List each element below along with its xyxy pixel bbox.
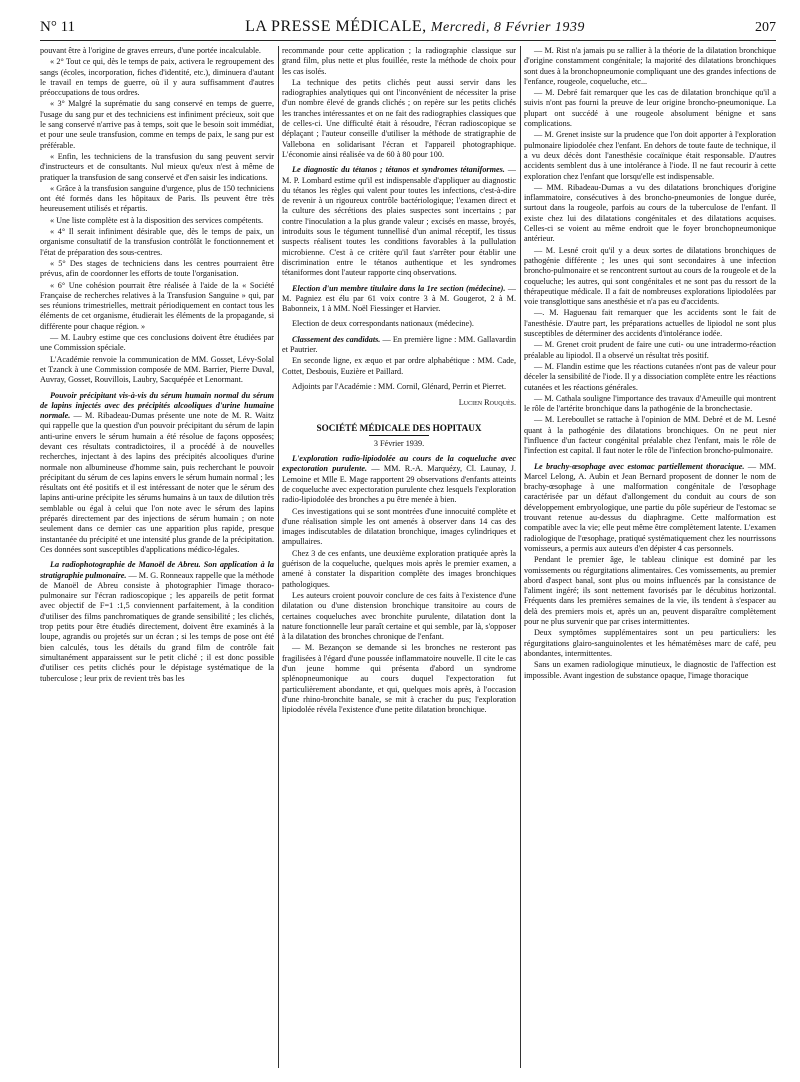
page-number: 207	[754, 20, 776, 35]
column-left	[40, 46, 274, 1068]
subsection-title: Classement des candidats.	[292, 334, 381, 344]
section-rule	[369, 435, 429, 436]
paragraph: L'Académie renvoie la communication de MM. Gosset, Lévy-Solal et Tzanck à une Commission composée de MM. Barrier, Pierre Duval, Auvray, Gosset, Rouvillois, Laubry, Sacquépée et Lenormant.	[40, 354, 274, 385]
subsection-paragraph: Election de deux correspondants nationaux (médecine).	[292, 319, 474, 329]
paragraph: « Une liste complète est à la disposition des services compétents.	[50, 215, 264, 225]
paragraph: « 5° Des stages de techniciens dans les centres pourraient être prévus, afin de coordonner les efforts de toute l'organisation.	[40, 258, 274, 279]
subsection-paragraph: Election d'un membre titulaire dans la 1re section (médecine). — M. Pagniez est élu par 61 voix contre 3 à M. Gougerot, 2 à M. Babonneix, 1 à MM. Noël Fiessinger et Harvier.	[282, 283, 516, 314]
paragraph: — MM. Ribadeau-Dumas a vu des dilatations bronchiques d'origine inflammatoire, consécutives à des broncho-pneumonies de longue durée, surtout dans la rougeole, parfois au cours de la tuberculose de l'enfant. Il existe chez lui des dilatations congénitales et des dilatations acquises. Celles-ci se voient au même endroit que le foyer bronchopneumonique antérieur.	[524, 182, 776, 244]
column-right	[524, 46, 776, 1068]
paragraph: — M. Debré fait remarquer que les cas de dilatation bronchique qu'il a suivis n'ont pas fourni la preuve de leur origine broncho-pneumonique. La plupart ont succédé à une rougeole absolument bénigne et sans complications.	[524, 88, 776, 129]
paragraph: Pendant le premier âge, le tableau clinique est dominé par les vomissements ou régurgitations alimentaires. Ces vomissements, au premier abord d'aspect banal, sont plus ou moins influencés par la consistance de l'aliment ingéré; ils sont nettement favorisés par le décubitus horizontal. Fréquents dans les premières semaines de la vie, ils tendent à s'espacer au delà des premiers mois et, après un an, peuvent disparaître complètement pour ne plus survenir que par crises intermittentes.	[524, 555, 776, 627]
paragraph: — M. Grenet croit prudent de faire une cuti- ou une intradermo-réaction préalable au lipiodol. Il a observé un résultat très positif.	[524, 340, 776, 360]
issue-number: N° 11	[40, 19, 76, 35]
paragraph: « 4° Il serait infiniment désirable que, dès le temps de paix, un organisme consultatif de la transfusion contrôlât le fonctionnement et l'état de préparation des sous-centres.	[40, 227, 274, 257]
subsection-paragraph: Classement des candidats. — En première ligne : MM. Gallavardin et Pautrier.	[282, 334, 516, 355]
paragraph: En seconde ligne, ex æquo et par ordre alphabétique : MM. Cade, Cottet, Desbouis, Euzière et Paillard.	[282, 356, 516, 376]
paragraph: Deux symptômes supplémentaires sont un peu particuliers: les régurgitations glairo-sanguinolentes et les hématémèses marc de café, peu abondantes, intermittentes.	[524, 628, 776, 658]
column-divider	[278, 46, 279, 1068]
journal-title: LA PRESSE MÉDICALE,	[245, 18, 427, 35]
paragraph: « Grâce à la transfusion sanguine d'urgence, plus de 150 techniciens ont été formés dans les hôpitaux de Paris. Ils peuvent être très heureusement utilisés et répartis.	[40, 183, 274, 214]
paragraph: La technique des petits clichés peut aussi servir dans les radiographies analytiques qui ont l'inconvénient de nécessiter la prise d'un nombre élevé de grands clichés ; on repère sur les petits clichés les tranches intéressantes et on ne fait des radiographies classiques que de celles-ci. Une difficulté était à résoudre, l'écran radioscopique se déplaçant ; l'auteur conseille d'utiliser la méthode de stratigraphie de Vallebona en solidarisant l'écran et l'appareil photographique. L'économie ainsi réalisée va de 60 à 80 pour 100.	[282, 77, 516, 159]
paragraph: — M. Laubry estime que ces conclusions doivent être étudiées par une Commission spéciale.	[40, 333, 274, 353]
paragraph: « Enfin, les techniciens de la transfusion du sang peuvent servir d'instructeurs et de consultants. Nul mieux qu'eux n'est à même de pratiquer la transfusion de sang conservé et d'en saisir les indications.	[40, 151, 274, 182]
session-date: 3 Février 1939.	[373, 438, 425, 448]
paragraph: « 6° Une cohésion pourrait être réalisée à l'aide de la « Société Française de recherches relatives à la Transfusion Sanguine » qui, par ses réunions trimestrielles, mettrait périodiquement en contact tous les éléments de cet organisme, étudierait les éléments de la propagande, si différente pour chaque région. »	[40, 280, 274, 331]
subsection-title: Election d'un membre titulaire dans la 1re section (médecine).	[292, 283, 506, 293]
section-heading: SOCIÉTÉ MÉDICALE DES HOPITAUX	[316, 422, 482, 433]
subsection-paragraph: Adjoints par l'Académie : MM. Cornil, Glénard, Perrin et Pierret.	[292, 381, 507, 391]
author-signature: Lucien Rouquès.	[458, 398, 516, 408]
paragraph: — M. Grenet insiste sur la prudence que l'on doit apporter à l'exploration pulmonaire lipiodolée chez l'enfant. En dehors de toute faute de technique, il a vu deux décès dont l'anesthésie cocaïnique était responsable. D'autres accidents semblent dus à une intolérance à l'iode. Il ne faut recourir à cette exploration chez l'enfant que lorsqu'elle est indispensable.	[524, 130, 776, 181]
issue-date: Mercredi, 8 Février 1939	[430, 20, 585, 35]
column-divider	[520, 46, 521, 1068]
paragraph: — M. Bezançon se demande si les bronches ne resteront pas fragilisées à l'égard d'une poussée inflammatoire nouvelle. Il cite le cas d'un jeune homme qui présenta d'abord un syndrome splénopneumonique au cours duquel l'expectoration fut particulièrement abondante, et qui, quelques mois après, à l'occasion d'une rhino-bronchite banale, se mit à cracher du pus; l'exploration lipiodolée révéla l'existence d'une petite dilatation bronchique.	[282, 643, 516, 715]
paragraph: — M. Rist n'a jamais pu se rallier à la théorie de la dilatation bronchique d'origine constamment congénitale; la majorité des dilatations bronchiques sont dues à la bronchopneumonie compliquant une des grandes infections de l'enfance, rougeole, coqueluche, etc...	[524, 46, 776, 86]
paragraph: — M. Lesné croit qu'il y a deux sortes de dilatations bronchiques de pathogénie différente ; les unes qui sont secondaires à une infection broncho-pulmonaire et se rencontrent surtout au cours de la rougeole et de la coqueluche; les autres, qui sont congénitales et ne sont pas du ressort de la thérapeutique médicale. Il a fait de nombreuses explorations lipiodolées par voie transglottique sans anesthésie et n'a pas eu d'accidents.	[524, 245, 776, 307]
paragraph: —. M. Haguenau fait remarquer que les accidents sont le fait de l'anesthésie. D'autre part, les préparations actuelles de lipiodol ne sont plus susceptibles de déterminer des accidents d'intolérance iodée.	[524, 308, 776, 339]
subsection-title: Pouvoir précipitant vis-à-vis du sérum humain normal du sérum de lapins injectés avec des précipités alcooliques d'urine humaine normale.	[40, 390, 274, 421]
subsection-title: La radiophotographie de Manoël de Abreu. Son application à la stratigraphie pulmonaire.	[40, 560, 274, 580]
paragraph: recommande pour cette application ; la radiographie classique sur grand film, plus nette et plus fouillée, reste la méthode de choix pour les cas isolés.	[282, 46, 516, 76]
subsection-title: L'exploration radio-lipiodolée au cours de la coqueluche avec expectoration purulente.	[282, 454, 516, 474]
paragraph: — M. Flandin estime que les réactions cutanées n'ont pas de valeur pour déceler la sensibilité de l'iode. Il y a dissociation complète entre les réactions cutanées et les réactions générales.	[524, 361, 776, 392]
subsection-title: Le diagnostic du tétanos ; tétanos et syndromes tétaniformes.	[292, 165, 505, 175]
subsection-paragraph: La radiophotographie de Manoël de Abreu. Son application à la stratigraphie pulmonaire. — M. G. Ronneaux rappelle que la méthode de Manoël de Abreu consiste à photographier l'image thoraco-pulmonaire sur l'écran radioscopique ; les appareils de petit format avec objectif de F=1 :1,5 conviennent parfaitement, à la condition d'utiliser des films panchromatiques de grande sensibilité ; les clichés, trop petits pour être étudiés directement, doivent être examinés à la loupe, agrandis ou projetés sur un écran ; si les temps de pose ont été bien calculés, tous les détails du grand film de contrôle fait simultanément apparaissent sur le petit cliché ; il est donc possible d'utiliser ces petits clichés pour le dépistage systématique de la tuberculose ; leur prix de revient très bas les	[40, 560, 274, 683]
paragraph: Chez 3 de ces enfants, une deuxième exploration pratiquée après la guérison de la coqueluche, quelques mois après le premier examen, a amené à constater la disparition complète des images bronchiques pathologiques.	[282, 548, 516, 589]
paragraph: — M. Lereboullet se rattache à l'opinion de MM. Debré et de M. Lesné quant à la pathogénie des dilatations bronchiques. On ne peut nier l'influence d'un facteur congénital préalable chez l'enfant, mais le rôle de l'infection est capital. Il faut noter le rôle de l'infection broncho-pulmonaire.	[524, 415, 776, 456]
subsection-paragraph: Le brachy-œsophage avec estomac partiellement thoracique. — MM. Marcel Lelong, A. Aubin et Jean Bernard proposent de donner le nom de brachy-œsophage à une malformation congénitale de l'œsophage caractérisée par un défaut d'allongement du conduit au cours de son développement embryologique, une partie du pôle supérieur de l'estomac se trouvant retenue au-dessus du diaphragme. Cette malformation est compatible avec la vie; elle peut même être complètement latente. L'examen radiologique de l'œsophage, pratiqué systématiquement chez les nourrissons vomisseurs, a permis aux auteurs d'en dépister 4 cas personnels.	[524, 461, 776, 553]
paragraph: — M. Cathala souligne l'importance des travaux d'Ameuille qui montrent le rôle de l'artérite bronchique dans la pathogénie de la bronchectasie.	[524, 393, 776, 414]
running-header	[40, 18, 776, 41]
paragraph: Ces investigations qui se sont montrées d'une innocuité complète et d'une réalisation simple les ont amenés à observer dans 14 cas des images indiscutables de dilatation bronchique, images cylindriques et ampullaires.	[282, 506, 516, 547]
journal-masthead	[245, 18, 585, 36]
paragraph: « 2° Tout ce qui, dès le temps de paix, activera le regroupement des sangs (écoles, incorporation, fiches d'identité, etc.), diminuera d'autant le travail en temps de guerre, où il y aura suffisamment d'autres préoccupations de tous ordres.	[40, 57, 274, 98]
paragraph: pouvant être à l'origine de graves erreurs, d'une portée incalculable.	[40, 46, 261, 55]
paragraph: Sans un examen radiologique minutieux, le diagnostic de l'affection est impossible. Avant ingestion de substance opaque, l'image thoracique	[524, 660, 776, 680]
paragraph: Les auteurs croient pouvoir conclure de ces faits à l'existence d'une dilatation ou d'une distension bronchique transitoire au cours de certaines coqueluches avec bronchite purulente, dilatation dont la nature fonctionnelle leur paraît certaine et qui semble, par là, s'opposer à la dilatation des bronches chronique de l'enfant.	[282, 590, 516, 642]
paragraph: « 3° Malgré la suprématie du sang conservé en temps de guerre, l'usage du sang pur et des techniciens est infiniment précieux, soit que le sang conservé n'arrive pas à temps, soit que le besoin soit immédiat, et pour une seule transfusion, comme en temps de paix, le sang pur est préférable.	[40, 99, 274, 150]
subsection-paragraph: L'exploration radio-lipiodolée au cours de la coqueluche avec expectoration purulente. — MM. R.-A. Marquézy, Cl. Launay, J. Lemoine et Mlle E. Mage rapportent 29 observations d'enfants atteints de coqueluche avec expectoration purulente chez lesquels l'exploration radio-lipiodolée des bronches a pu être menée à bien.	[282, 454, 516, 505]
subsection-paragraph: Pouvoir précipitant vis-à-vis du sérum humain normal du sérum de lapins injectés avec des précipités alcooliques d'urine humaine normale. — M. Ribadeau-Dumas présente une note de M. R. Waitz qui rappelle que la question d'un pouvoir précipitant du sérum de lapin anti-urine envers le sérum humain a été résolue de façons opposées; devant ces résultats contradictoires, il a procédé à de nouvelles recherches, injectant à des lapins des précipités alcooliques d'urine normale non albumineuse d'homme sain, puis recherchant le pouvoir précipitant du sérum de ces lapins envers le sérum humain normal ; les résultats ont été positifs et il est intéressant de noter que le sérum des lapins anti-urine précipite les sérums humains à un taux de dilution très semblable ou égal à celui que l'on note avec le sérum des lapins préparés directement par des injections de sérum humain ; on note seulement dans ce dernier cas une apparition plus rapide, presque instantanée du précipité et une intensité plus grande de la précipitation. Ces données sont susceptibles d'applications médico-légales.	[40, 390, 274, 554]
subsection-paragraph: Le diagnostic du tétanos ; tétanos et syndromes tétaniformes. — M. P. Lombard estime qu'il est indispensable d'appliquer au diagnostic du tétanos les règles qui valent pour toutes les infections, c'est-à-dire de revenir à un rigoureux contrôle bactériologique; l'examen direct et la culture des sécrétions des plaies suspectes sont incertains ; par contre l'inoculation a la plus grande valeur ; excisés en masse, broyés, introduits sous le tégument tunnellisé d'un animal réceptif, les tissus suspects réalisent toutes les conditions favorables à la pullulation microbienne. C'est à ce critère qu'il faut s'arrêter pour établir une discrimination entre le tétanos authentique et les syndromes tétaniformes dont l'auteur rapporte cinq observations.	[282, 165, 516, 278]
column-middle	[282, 46, 516, 1068]
subsection-title: Le brachy-œsophage avec estomac partiellement thoracique.	[534, 461, 745, 471]
